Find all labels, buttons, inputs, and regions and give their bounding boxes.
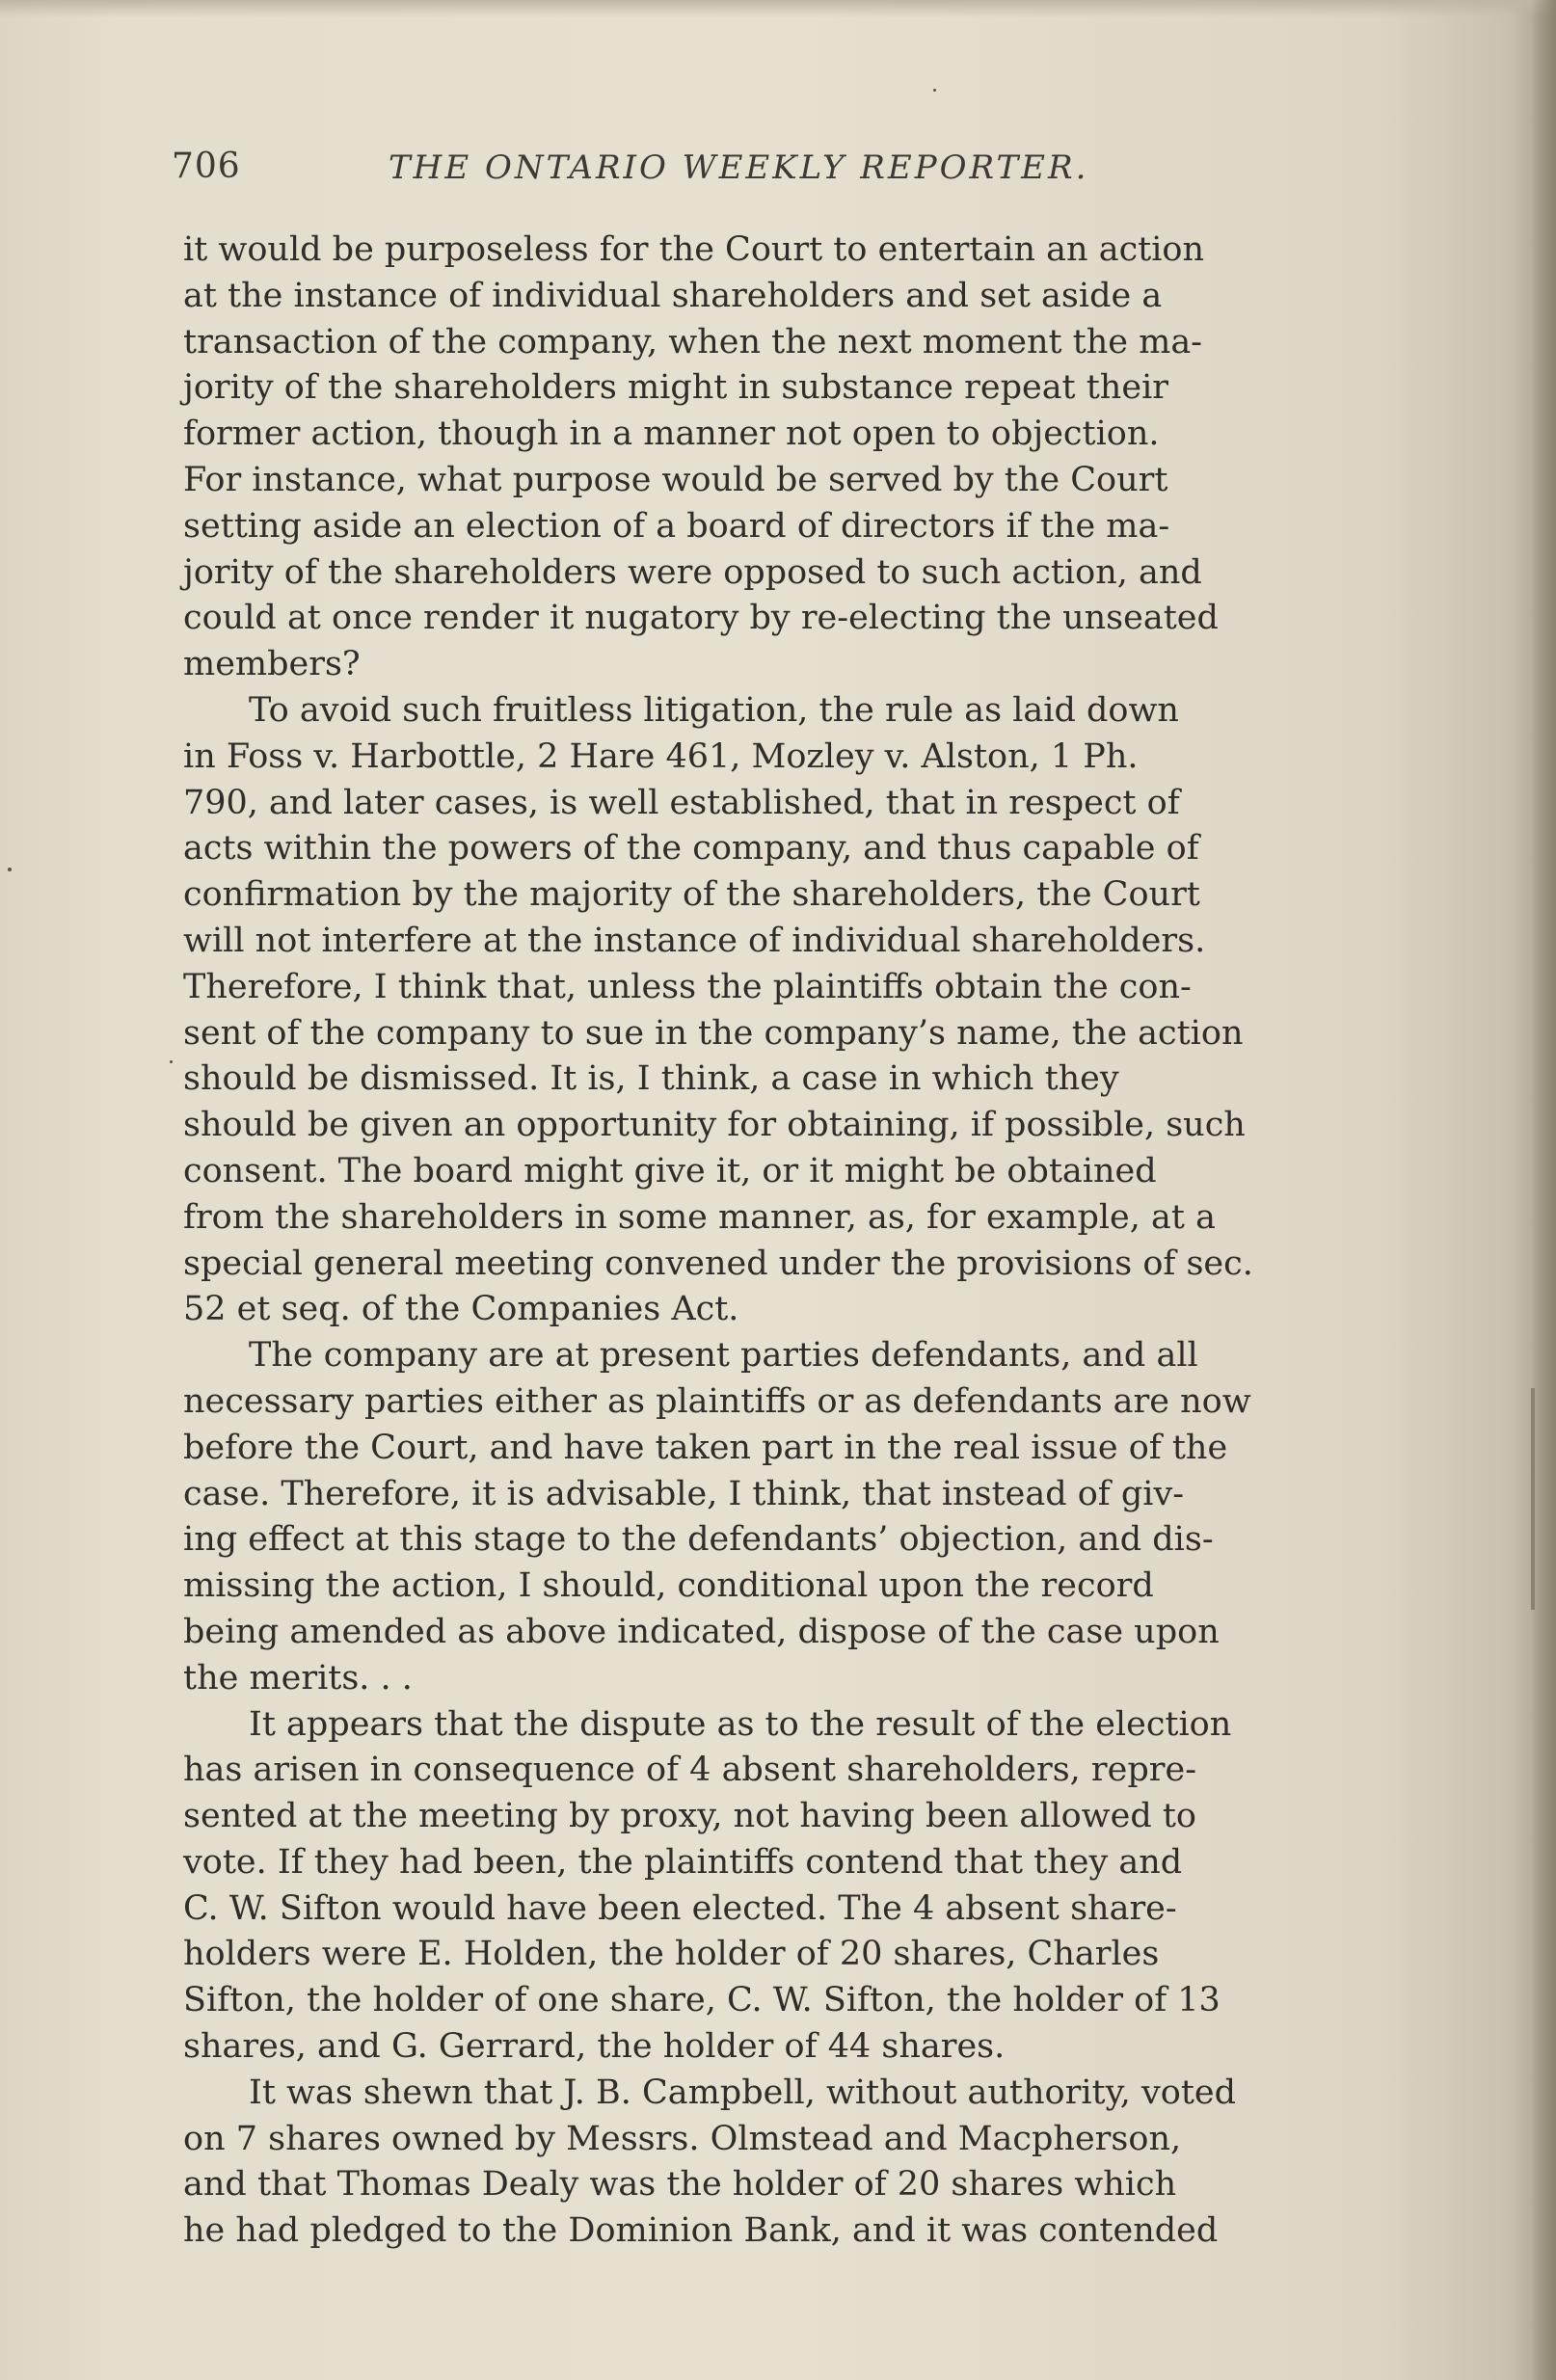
text-line: at the instance of individual shareholders and set aside a — [183, 276, 1163, 315]
text-line: acts within the powers of the company, and thus capable of — [183, 829, 1199, 869]
text-line: ing effect at this stage to the defendants’ objection, and dis- — [183, 1520, 1214, 1560]
text-line: C. W. Sifton would have been elected. The 4 absent share- — [183, 1888, 1177, 1928]
paragraph-first-line: It appears that the dispute as to the result of the election — [249, 1704, 1232, 1744]
page-binding-shadow — [1531, 0, 1556, 2380]
text-line: on 7 shares owned by Messrs. Olmstead and Macpherson, — [183, 2119, 1182, 2158]
text-line: sent of the company to sue in the company’s name, the action — [183, 1013, 1244, 1053]
ink-speck — [8, 868, 12, 871]
text-line: Sifton, the holder of one share, C. W. Sifton, the holder of 13 — [183, 1981, 1221, 2020]
text-line: 52 et seq. of the Companies Act. — [183, 1290, 739, 1329]
text-line: the merits. . . — [183, 1658, 413, 1698]
text-line: shares, and G. Gerrard, the holder of 44 shares. — [183, 2027, 1006, 2067]
text-line: jority of the shareholders might in substance repeat their — [183, 368, 1168, 408]
text-line: should be dismissed. It is, I think, a case in which they — [183, 1059, 1119, 1099]
text-line: vote. If they had been, the plaintiffs contend that they and — [183, 1842, 1183, 1882]
text-line: For instance, what purpose would be served by the Court — [183, 460, 1168, 499]
page-number: 706 — [172, 147, 241, 186]
paragraph-first-line: The company are at present parties defendants, and all — [249, 1336, 1198, 1376]
text-line: Therefore, I think that, unless the plaintiffs obtain the con- — [183, 967, 1192, 1006]
paragraph-first-line: It was shewn that J. B. Campbell, without authority, voted — [249, 2072, 1237, 2112]
text-line: members? — [183, 645, 361, 684]
text-line: could at once render it nugatory by re-electing the unseated — [183, 599, 1219, 638]
text-line: before the Court, and have taken part in the real issue of the — [183, 1428, 1228, 1467]
text-line: has arisen in consequence of 4 absent shareholders, repre- — [183, 1751, 1197, 1790]
text-line: former action, though in a manner not open to objection. — [183, 414, 1160, 454]
text-line: transaction of the company, when the next moment the ma- — [183, 322, 1203, 361]
text-line: 790, and later cases, is well established, that in respect of — [183, 783, 1180, 822]
running-head: THE ONTARIO WEEKLY REPORTER. — [389, 148, 1089, 187]
margin-mark — [1531, 1388, 1535, 1610]
text-line: missing the action, I should, conditional upon the record — [183, 1566, 1154, 1606]
text-line: and that Thomas Dealy was the holder of 20 shares which — [183, 2165, 1177, 2205]
text-line: should be given an opportunity for obtaining, if possible, such — [183, 1106, 1246, 1145]
text-line: it would be purposeless for the Court to entertain an action — [183, 230, 1205, 269]
text-line: case. Therefore, it is advisable, I think, that instead of giv- — [183, 1474, 1185, 1513]
paragraph-first-line: To avoid such fruitless litigation, the rule as laid down — [249, 690, 1179, 730]
ink-speck — [170, 1060, 173, 1063]
text-line: jority of the shareholders were opposed to such action, and — [183, 552, 1202, 592]
text-line: holders were E. Holden, the holder of 20 shares, Charles — [183, 1935, 1160, 1974]
text-line: will not interfere at the instance of individual shareholders. — [183, 921, 1206, 960]
page-top-shadow — [0, 0, 1556, 17]
text-line: special general meeting convened under the provisions of sec. — [183, 1243, 1253, 1283]
text-line: consent. The board might give it, or it might be obtained — [183, 1151, 1157, 1190]
page-header — [172, 147, 1319, 204]
ink-speck — [933, 89, 936, 92]
text-line: in Foss v. Harbottle, 2 Hare 461, Mozley v. Alston, 1 Ph. — [183, 736, 1139, 776]
text-line: he had pledged to the Dominion Bank, and it was contended — [183, 2211, 1219, 2251]
text-line: sented at the meeting by proxy, not having been allowed to — [183, 1797, 1197, 1836]
body-text — [183, 227, 1292, 2255]
text-line: setting aside an election of a board of directors if the ma- — [183, 506, 1170, 546]
text-line: from the shareholders in some manner, as, for example, at a — [183, 1197, 1216, 1237]
text-line: confirmation by the majority of the shareholders, the Court — [183, 875, 1200, 915]
text-line: being amended as above indicated, dispose of the case upon — [183, 1612, 1220, 1651]
text-line: necessary parties either as plaintiffs or as defendants are now — [183, 1381, 1251, 1421]
